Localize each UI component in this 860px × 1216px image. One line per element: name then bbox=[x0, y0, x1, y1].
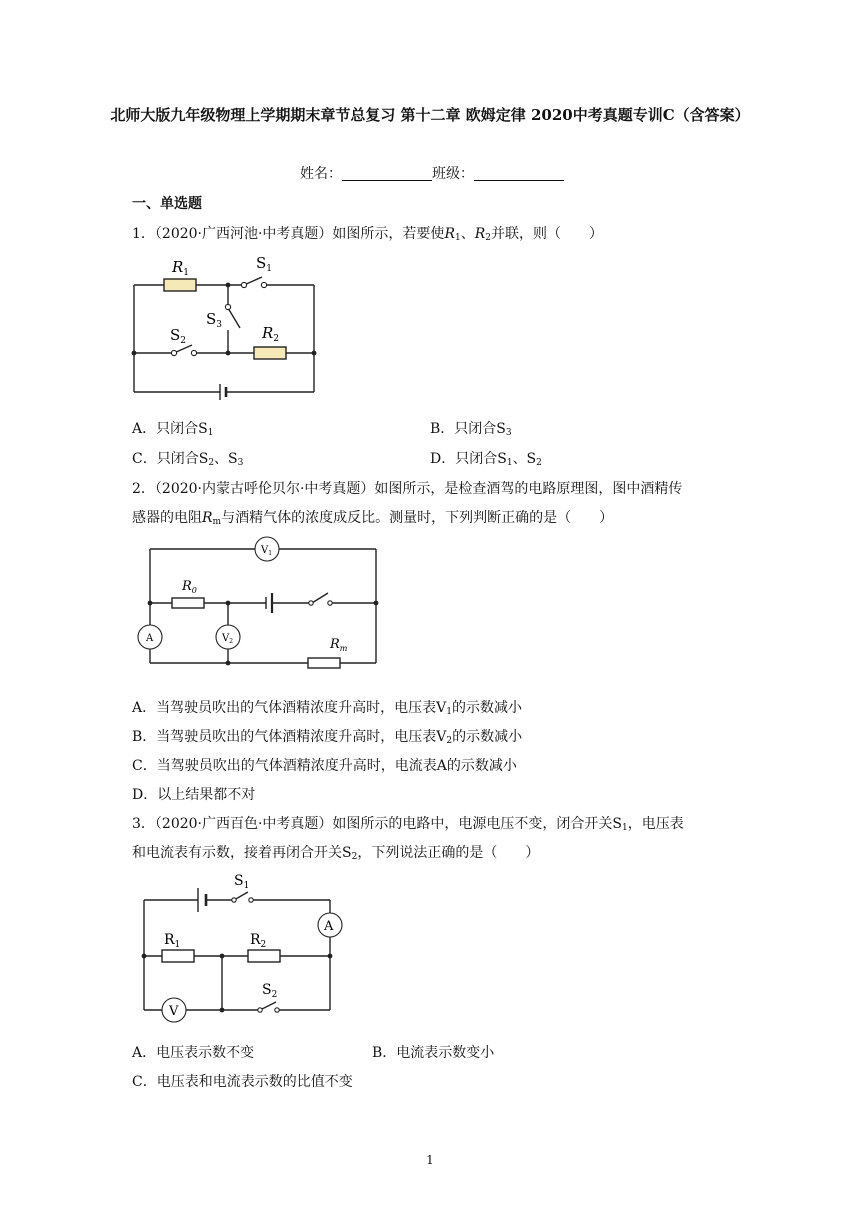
question-2-circuit-diagram bbox=[130, 535, 390, 670]
student-info bbox=[300, 164, 564, 184]
q3-label-a: A bbox=[324, 919, 334, 934]
name-label: 姓名： bbox=[300, 166, 342, 182]
q2-label-v1: $V_1$ bbox=[261, 545, 273, 557]
name-blank[interactable] bbox=[342, 166, 432, 181]
q1-option-d[interactable]: D．只闭合$S_1$、$S_2$ bbox=[430, 451, 542, 468]
q3-label-v: V bbox=[169, 1004, 179, 1019]
q2-option-c[interactable]: C．当驾驶员吹出的气体酒精浓度升高时，电流表A的示数减小 bbox=[132, 758, 517, 774]
q1-label-s2: $S_2$ bbox=[170, 326, 187, 346]
q1-option-b[interactable]: B．只闭合$S_3$ bbox=[430, 421, 512, 438]
q1-label-s3: $S_3$ bbox=[206, 310, 223, 330]
q1-option-a[interactable]: A．只闭合$S_1$ bbox=[132, 421, 214, 438]
question-2-stem-line1: 2．（2020·内蒙古呼伦贝尔·中考真题）如图所示，是检查酒驾的电路原理图，图中酒精传 bbox=[132, 481, 683, 497]
page-title: 北师大版九年级物理上学期期末章节总复习 第十二章 欧姆定律 2020中考真题专训C（含答案） bbox=[110, 106, 750, 124]
question-2-stem-line2: 感器的电阻$R_m$与酒精气体的浓度成反比。测量时，下列判断正确的是（ ） bbox=[132, 510, 614, 527]
q3-label-s2: $S_2$ bbox=[262, 982, 278, 1000]
q1-label-r2: $R_2$ bbox=[262, 324, 280, 344]
q3-label-s1: $S_1$ bbox=[234, 873, 250, 891]
q2-label-r0: $R_0$ bbox=[182, 579, 197, 595]
question-1-circuit-diagram bbox=[126, 250, 326, 410]
q3-label-r2: $R_2$ bbox=[250, 932, 267, 950]
q1-option-c[interactable]: C．只闭合$S_2$、$S_3$ bbox=[132, 451, 244, 468]
question-1-stem: 1．（2020·广西河池·中考真题）如图所示，若要使$R_1$、$R_2$并联，则（ ） bbox=[132, 226, 603, 243]
question-3-stem-line1: 3．（2020·广西百色·中考真题）如图所示的电路中，电源电压不变，闭合开关$S_1$，电压表 bbox=[132, 816, 684, 833]
q1-label-r1: $R_1$ bbox=[172, 258, 190, 278]
q3-option-b[interactable]: B．电流表示数变小 bbox=[372, 1045, 495, 1061]
q2-label-v2: $V_2$ bbox=[222, 633, 234, 645]
q2-option-d[interactable]: D．以上结果都不对 bbox=[132, 787, 256, 803]
question-3-circuit-diagram bbox=[134, 870, 354, 1030]
class-blank[interactable] bbox=[474, 166, 564, 181]
q2-label-rm: $R_m$ bbox=[330, 637, 348, 653]
class-label: 班级： bbox=[432, 166, 474, 182]
page-number: 1 bbox=[426, 1153, 434, 1167]
q3-option-c[interactable]: C．电压表和电流表示数的比值不变 bbox=[132, 1074, 353, 1090]
q2-option-a[interactable]: A．当驾驶员吹出的气体酒精浓度升高时，电压表$V_1$的示数减小 bbox=[132, 700, 522, 717]
q3-label-r1: $R_1$ bbox=[164, 932, 181, 950]
section-heading: 一、单选题 bbox=[132, 196, 202, 212]
q2-option-b[interactable]: B．当驾驶员吹出的气体酒精浓度升高时，电压表$V_2$的示数减小 bbox=[132, 729, 523, 746]
question-3-stem-line2: 和电流表有示数，接着再闭合开关$S_2$，下列说法正确的是（ ） bbox=[132, 845, 540, 862]
q2-label-a: A bbox=[146, 633, 154, 644]
q3-option-a[interactable]: A．电压表示数不变 bbox=[132, 1045, 255, 1061]
q1-label-s1: $S_1$ bbox=[256, 254, 273, 274]
